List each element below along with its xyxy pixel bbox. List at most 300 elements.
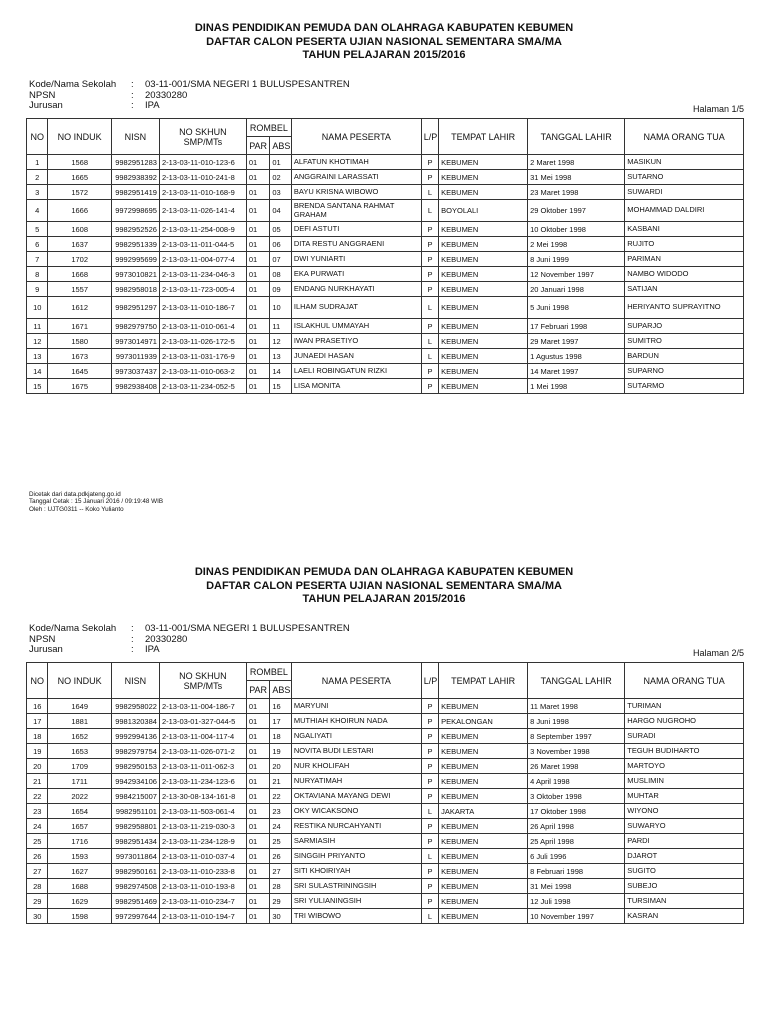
cell-tempat: PEKALONGAN (439, 714, 528, 729)
col-lp: L/P (421, 119, 438, 155)
cell-abs: 08 (270, 267, 291, 282)
cell-nama: BAYU KRISNA WIBOWO (291, 185, 421, 200)
cell-lp: P (421, 252, 438, 267)
cell-induk: 1637 (48, 237, 111, 252)
cell-tanggal: 8 Juni 1998 (528, 714, 625, 729)
cell-nisn: 9982938392 (111, 170, 159, 185)
cell-tempat: JAKARTA (439, 804, 528, 819)
npsn-label: NPSN (29, 89, 56, 101)
cell-induk: 1666 (48, 200, 111, 222)
cell-induk: 1702 (48, 252, 111, 267)
cell-ortu: MUSLIMIN (625, 774, 744, 789)
cell-tempat: KEBUMEN (439, 774, 528, 789)
table-row (27, 789, 744, 804)
cell-no: 25 (27, 834, 48, 849)
cell-lp: L (421, 804, 438, 819)
table-row (27, 222, 744, 237)
cell-induk: 1675 (48, 379, 111, 394)
cell-nama: RESTIKA NURCAHYANTI (291, 819, 421, 834)
table-row (27, 849, 744, 864)
cell-ortu: SATIJAN (625, 282, 744, 297)
cell-no: 19 (27, 744, 48, 759)
cell-abs: 25 (270, 834, 291, 849)
cell-abs: 02 (270, 170, 291, 185)
cell-induk: 1608 (48, 222, 111, 237)
cell-skhun: 2-13-03-11-234-128-9 (159, 834, 246, 849)
cell-ortu: TEGUH BUDIHARTO (625, 744, 744, 759)
cell-no: 9 (27, 282, 48, 297)
cell-lp: P (421, 699, 438, 714)
header-agency: DINAS PENDIDIKAN PEMUDA DAN OLAHRAGA KABUPATEN KEBUMEN (194, 566, 574, 578)
cell-no: 23 (27, 804, 48, 819)
cell-nama: JUNAEDI HASAN (291, 349, 421, 364)
cell-tempat: KEBUMEN (439, 379, 528, 394)
cell-no: 22 (27, 789, 48, 804)
cell-no: 7 (27, 252, 48, 267)
cell-abs: 23 (270, 804, 291, 819)
cell-nisn: 9982951101 (111, 804, 159, 819)
cell-tempat: KEBUMEN (439, 744, 528, 759)
cell-tanggal: 1 Mei 1998 (528, 379, 625, 394)
cell-ortu: SURADI (625, 729, 744, 744)
cell-par: 01 (246, 364, 270, 379)
col-tanggal: TANGGAL LAHIR (528, 119, 625, 155)
cell-tanggal: 29 Oktober 1997 (528, 200, 625, 222)
cell-lp: P (421, 319, 438, 334)
school-info: Kode/Nama Sekolah : 03-11-001/SMA NEGERI 1 BULUSPESANTREN NPSN : 20330280 Jurusan : IPA (29, 79, 350, 111)
cell-lp: P (421, 894, 438, 909)
cell-nisn: 9992995699 (111, 252, 159, 267)
cell-induk: 1668 (48, 267, 111, 282)
cell-par: 01 (246, 319, 270, 334)
cell-tempat: KEBUMEN (439, 155, 528, 170)
cell-tanggal: 2 Maret 1998 (528, 155, 625, 170)
cell-lp: L (421, 349, 438, 364)
table-row (27, 379, 744, 394)
npsn-value: 20330280 (145, 633, 188, 645)
col-rombel: ROMBEL (246, 119, 291, 137)
cell-nisn: 9973010821 (111, 267, 159, 282)
cell-ortu: SUPARJO (625, 319, 744, 334)
cell-ortu: MARTOYO (625, 759, 744, 774)
cell-par: 01 (246, 185, 270, 200)
cell-ortu: HERIYANTO SUPRAYITNO (625, 297, 744, 319)
cell-tempat: KEBUMEN (439, 282, 528, 297)
cell-lp: P (421, 774, 438, 789)
table-row (27, 759, 744, 774)
kode-value: 03-11-001/SMA NEGERI 1 BULUSPESANTREN (145, 623, 350, 634)
cell-tempat: KEBUMEN (439, 222, 528, 237)
cell-skhun: 2-13-03-11-010-194-7 (159, 909, 246, 924)
cell-par: 01 (246, 804, 270, 819)
cell-ortu: KASRAN (625, 909, 744, 924)
cell-par: 01 (246, 744, 270, 759)
cell-abs: 16 (270, 699, 291, 714)
cell-skhun: 2-13-03-11-010-234-7 (159, 894, 246, 909)
cell-skhun: 2-13-03-11-254-008-9 (159, 222, 246, 237)
cell-nama: SRI YULIANINGSIH (291, 894, 421, 909)
col-skhun: NO SKHUN SMP/MTs (159, 119, 246, 155)
cell-induk: 1673 (48, 349, 111, 364)
cell-nama: NURYATIMAH (291, 774, 421, 789)
cell-induk: 1649 (48, 699, 111, 714)
cell-induk: 1881 (48, 714, 111, 729)
cell-ortu: SUGITO (625, 864, 744, 879)
cell-no: 13 (27, 349, 48, 364)
cell-nama: ANGGRAINI LARASSATI (291, 170, 421, 185)
cell-induk: 1612 (48, 297, 111, 319)
cell-lp: P (421, 834, 438, 849)
col-lp: L/P (421, 663, 438, 699)
cell-ortu: HARGO NUGROHO (625, 714, 744, 729)
cell-nama: LISA MONITA (291, 379, 421, 394)
table-row (27, 200, 744, 222)
cell-lp: P (421, 267, 438, 282)
cell-nisn: 9973011939 (111, 349, 159, 364)
cell-tempat: KEBUMEN (439, 297, 528, 319)
cell-nama: LAELI ROBINGATUN RIZKI (291, 364, 421, 379)
col-tempat: TEMPAT LAHIR (439, 663, 528, 699)
cell-skhun: 2-13-03-11-004-186-7 (159, 699, 246, 714)
cell-par: 01 (246, 282, 270, 297)
cell-skhun: 2-13-03-11-219-030-3 (159, 819, 246, 834)
table-row (27, 349, 744, 364)
cell-tanggal: 31 Mei 1998 (528, 170, 625, 185)
table-row (27, 699, 744, 714)
cell-lp: P (421, 879, 438, 894)
cell-skhun: 2-13-03-11-010-037-4 (159, 849, 246, 864)
cell-skhun: 2-13-03-11-234-046-3 (159, 267, 246, 282)
col-abs: ABS (270, 681, 291, 699)
page-number: Halaman 2/5 (692, 648, 744, 658)
col-abs: ABS (270, 137, 291, 155)
cell-nama: MARYUNI (291, 699, 421, 714)
col-nama: NAMA PESERTA (291, 663, 421, 699)
cell-tanggal: 12 Juli 1998 (528, 894, 625, 909)
print-operator: Oleh : UJTG0311 -- Koko Yulianto (29, 505, 124, 513)
cell-tanggal: 31 Mei 1998 (528, 879, 625, 894)
jurusan-value: IPA (145, 644, 160, 655)
cell-skhun: 2-13-03-11-011-062-3 (159, 759, 246, 774)
cell-par: 01 (246, 252, 270, 267)
col-tanggal: TANGGAL LAHIR (528, 663, 625, 699)
cell-nama: ENDANG NURKHAYATI (291, 282, 421, 297)
header-school-year: TAHUN PELAJARAN 2015/2016 (302, 49, 466, 61)
cell-lp: P (421, 759, 438, 774)
cell-nisn: 9982951297 (111, 297, 159, 319)
print-info (29, 491, 163, 513)
document-header (0, 566, 768, 607)
cell-nisn: 9992994136 (111, 729, 159, 744)
cell-lp: L (421, 909, 438, 924)
cell-nisn: 9972998695 (111, 200, 159, 222)
cell-induk: 1572 (48, 185, 111, 200)
cell-nisn: 9942934106 (111, 774, 159, 789)
cell-tempat: KEBUMEN (439, 894, 528, 909)
cell-no: 5 (27, 222, 48, 237)
cell-tanggal: 8 Februari 1998 (528, 864, 625, 879)
cell-ortu: TURIMAN (625, 699, 744, 714)
cell-abs: 21 (270, 774, 291, 789)
cell-tempat: KEBUMEN (439, 364, 528, 379)
cell-tanggal: 10 Oktober 1998 (528, 222, 625, 237)
cell-nisn: 9984215007 (111, 789, 159, 804)
table-row (27, 714, 744, 729)
table-row (27, 282, 744, 297)
cell-par: 01 (246, 759, 270, 774)
cell-no: 10 (27, 297, 48, 319)
cell-nisn: 9982979754 (111, 744, 159, 759)
npsn-value: 20330280 (145, 89, 188, 101)
cell-par: 01 (246, 714, 270, 729)
cell-nisn: 9982951419 (111, 185, 159, 200)
cell-abs: 28 (270, 879, 291, 894)
cell-skhun: 2-13-03-01-327-044-5 (159, 714, 246, 729)
cell-tanggal: 12 November 1997 (528, 267, 625, 282)
cell-lp: L (421, 297, 438, 319)
cell-tanggal: 5 Juni 1998 (528, 297, 625, 319)
cell-abs: 30 (270, 909, 291, 924)
cell-lp: P (421, 237, 438, 252)
cell-abs: 27 (270, 864, 291, 879)
table-row (27, 237, 744, 252)
cell-tanggal: 10 November 1997 (528, 909, 625, 924)
table-row (27, 155, 744, 170)
table-row (27, 894, 744, 909)
cell-tanggal: 17 Februari 1998 (528, 319, 625, 334)
header-list-title: DAFTAR CALON PESERTA UJIAN NASIONAL SEMENTARA SMA/MA (206, 35, 562, 48)
cell-skhun: 2-13-03-11-026-172-5 (159, 334, 246, 349)
cell-abs: 05 (270, 222, 291, 237)
cell-no: 8 (27, 267, 48, 282)
cell-lp: L (421, 849, 438, 864)
cell-par: 01 (246, 789, 270, 804)
cell-skhun: 2-13-03-11-026-071-2 (159, 744, 246, 759)
cell-lp: L (421, 185, 438, 200)
cell-nisn: 9982958022 (111, 699, 159, 714)
cell-lp: P (421, 729, 438, 744)
cell-nama: DEFI ASTUTI (291, 222, 421, 237)
cell-nama: NGALIYATI (291, 729, 421, 744)
cell-tanggal: 29 Maret 1997 (528, 334, 625, 349)
cell-par: 01 (246, 864, 270, 879)
cell-skhun: 2-13-03-11-010-241-8 (159, 170, 246, 185)
table-row (27, 170, 744, 185)
cell-tanggal: 4 April 1998 (528, 774, 625, 789)
cell-nisn: 9972997644 (111, 909, 159, 924)
cell-induk: 1657 (48, 819, 111, 834)
cell-tanggal: 6 Juli 1996 (528, 849, 625, 864)
cell-induk: 1557 (48, 282, 111, 297)
cell-tempat: KEBUMEN (439, 185, 528, 200)
cell-abs: 13 (270, 349, 291, 364)
cell-lp: P (421, 155, 438, 170)
cell-induk: 1711 (48, 774, 111, 789)
cell-lp: P (421, 222, 438, 237)
col-nama: NAMA PESERTA (291, 119, 421, 155)
cell-abs: 17 (270, 714, 291, 729)
cell-abs: 24 (270, 819, 291, 834)
col-ortu: NAMA ORANG TUA (625, 663, 744, 699)
cell-tempat: KEBUMEN (439, 789, 528, 804)
cell-skhun: 2-13-03-11-010-233-8 (159, 864, 246, 879)
cell-nisn: 9982950161 (111, 864, 159, 879)
cell-induk: 1716 (48, 834, 111, 849)
cell-ortu: MUHTAR (625, 789, 744, 804)
cell-induk: 1598 (48, 909, 111, 924)
cell-nama: NOVITA BUDI LESTARI (291, 744, 421, 759)
cell-tanggal: 17 Oktober 1998 (528, 804, 625, 819)
cell-abs: 04 (270, 200, 291, 222)
jurusan-value: IPA (145, 100, 160, 111)
cell-no: 29 (27, 894, 48, 909)
cell-nama: TRI WIBOWO (291, 909, 421, 924)
cell-induk: 1688 (48, 879, 111, 894)
cell-nama: MUTHIAH KHOIRUN NADA (291, 714, 421, 729)
cell-nama: DITA RESTU ANGGRAENI (291, 237, 421, 252)
cell-no: 18 (27, 729, 48, 744)
cell-skhun: 2-13-03-11-031-176-9 (159, 349, 246, 364)
cell-skhun: 2-13-03-11-010-193-8 (159, 879, 246, 894)
cell-no: 21 (27, 774, 48, 789)
cell-abs: 03 (270, 185, 291, 200)
col-ortu: NAMA ORANG TUA (625, 119, 744, 155)
table-row (27, 364, 744, 379)
cell-par: 01 (246, 334, 270, 349)
cell-tempat: KEBUMEN (439, 319, 528, 334)
cell-ortu: NAMBO WIDODO (625, 267, 744, 282)
cell-ortu: SUTARMO (625, 379, 744, 394)
cell-tempat: KEBUMEN (439, 349, 528, 364)
cell-nisn: 9973011864 (111, 849, 159, 864)
cell-tanggal: 25 April 1998 (528, 834, 625, 849)
cell-no: 27 (27, 864, 48, 879)
participant-table (26, 118, 744, 394)
cell-par: 01 (246, 237, 270, 252)
cell-nisn: 9982958018 (111, 282, 159, 297)
cell-abs: 06 (270, 237, 291, 252)
cell-skhun: 2-13-03-11-010-123-6 (159, 155, 246, 170)
cell-par: 01 (246, 819, 270, 834)
cell-nisn: 9982938408 (111, 379, 159, 394)
cell-nama: OKTAVIANA MAYANG DEWI (291, 789, 421, 804)
cell-abs: 09 (270, 282, 291, 297)
cell-skhun: 2-13-03-11-723-005-4 (159, 282, 246, 297)
cell-nisn: 9973014971 (111, 334, 159, 349)
table-row (27, 319, 744, 334)
table-row (27, 864, 744, 879)
cell-induk: 1654 (48, 804, 111, 819)
cell-par: 01 (246, 170, 270, 185)
cell-induk: 1665 (48, 170, 111, 185)
cell-tempat: KEBUMEN (439, 759, 528, 774)
col-par: PAR (246, 137, 270, 155)
cell-ortu: SUWARYO (625, 819, 744, 834)
cell-abs: 26 (270, 849, 291, 864)
print-source: Dicetak dari data.pdkjateng.go.id (29, 491, 121, 498)
cell-induk: 1652 (48, 729, 111, 744)
cell-skhun: 2-13-03-11-004-117-4 (159, 729, 246, 744)
cell-tanggal: 20 Januari 1998 (528, 282, 625, 297)
cell-induk: 1671 (48, 319, 111, 334)
cell-no: 3 (27, 185, 48, 200)
cell-tempat: KEBUMEN (439, 237, 528, 252)
cell-par: 01 (246, 155, 270, 170)
cell-lp: P (421, 364, 438, 379)
cell-ortu: SUMITRO (625, 334, 744, 349)
cell-skhun: 2-13-03-11-011-044-5 (159, 237, 246, 252)
cell-no: 20 (27, 759, 48, 774)
cell-par: 01 (246, 349, 270, 364)
cell-tempat: KEBUMEN (439, 252, 528, 267)
col-par: PAR (246, 681, 270, 699)
cell-nisn: 9982958801 (111, 819, 159, 834)
cell-par: 01 (246, 222, 270, 237)
cell-lp: L (421, 200, 438, 222)
cell-ortu: MOHAMMAD DALDIRI (625, 200, 744, 222)
table-row (27, 774, 744, 789)
cell-nisn: 9982952526 (111, 222, 159, 237)
cell-ortu: SUPARNO (625, 364, 744, 379)
print-date: Tanggal Cetak : 15 Januari 2016 / 09:19:48 WIB (29, 498, 164, 506)
table-row (27, 744, 744, 759)
table-row (27, 909, 744, 924)
cell-tempat: KEBUMEN (439, 267, 528, 282)
jurusan-label: Jurusan (29, 644, 63, 655)
cell-lp: P (421, 379, 438, 394)
cell-ortu: KASBANI (625, 222, 744, 237)
cell-abs: 01 (270, 155, 291, 170)
cell-nisn: 9982950153 (111, 759, 159, 774)
cell-nisn: 9982979750 (111, 319, 159, 334)
cell-induk: 1593 (48, 849, 111, 864)
cell-nisn: 9973037437 (111, 364, 159, 379)
cell-par: 01 (246, 834, 270, 849)
cell-lp: P (421, 170, 438, 185)
cell-tanggal: 23 Maret 1998 (528, 185, 625, 200)
cell-nama: ALFATUN KHOTIMAH (291, 155, 421, 170)
cell-abs: 12 (270, 334, 291, 349)
cell-nama: ISLAKHUL UMMAYAH (291, 319, 421, 334)
document-header (0, 22, 768, 63)
cell-nama: SRI SULASTRININGSIH (291, 879, 421, 894)
cell-induk: 1629 (48, 894, 111, 909)
cell-ortu: SUWARDI (625, 185, 744, 200)
cell-no: 11 (27, 319, 48, 334)
cell-lp: P (421, 819, 438, 834)
cell-nama: DWI YUNIARTI (291, 252, 421, 267)
cell-nama: SITI KHOIRIYAH (291, 864, 421, 879)
cell-no: 6 (27, 237, 48, 252)
cell-no: 16 (27, 699, 48, 714)
cell-ortu: SUTARNO (625, 170, 744, 185)
header-list-title: DAFTAR CALON PESERTA UJIAN NASIONAL SEMENTARA SMA/MA (206, 579, 562, 592)
cell-par: 01 (246, 894, 270, 909)
col-nisn: NISN (111, 119, 159, 155)
cell-abs: 07 (270, 252, 291, 267)
cell-skhun: 2-13-03-11-234-052-5 (159, 379, 246, 394)
cell-no: 14 (27, 364, 48, 379)
cell-skhun: 2-13-03-11-234-123-6 (159, 774, 246, 789)
school-info: Kode/Nama Sekolah : 03-11-001/SMA NEGERI 1 BULUSPESANTREN NPSN : 20330280 Jurusan : IPA (29, 623, 350, 655)
cell-par: 01 (246, 774, 270, 789)
cell-tanggal: 26 April 1998 (528, 819, 625, 834)
cell-tempat: KEBUMEN (439, 699, 528, 714)
table-row (27, 834, 744, 849)
col-rombel: ROMBEL (246, 663, 291, 681)
cell-ortu: SUBEJO (625, 879, 744, 894)
page-number: Halaman 1/5 (692, 104, 744, 114)
